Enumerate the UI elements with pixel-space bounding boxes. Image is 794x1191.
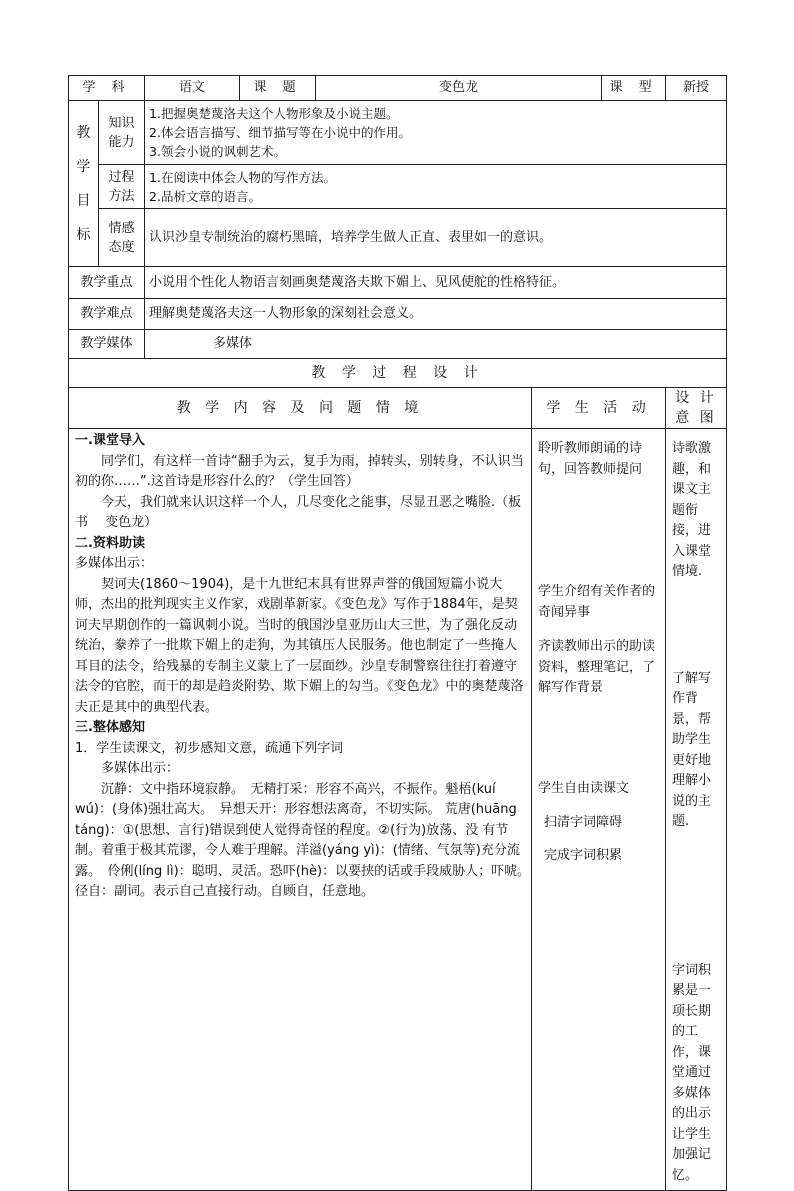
- process-design-title: 教 学 过 程 设 计: [69, 359, 727, 388]
- section-2-intro: 多媒体出示：: [75, 556, 154, 571]
- intent-1: 诗歌激趣，和课文主题衔接，进入课堂情境.: [672, 441, 712, 579]
- lesson-plan-table: [68, 75, 727, 1191]
- section-1-paragraph-2: 今天，我们就来认识这样一个人，几尽变化之能事，尽显丑恶之嘴脸.（板书 变色龙）: [75, 494, 522, 530]
- activity-cell: [532, 429, 666, 1191]
- objective-emotion-row: [69, 209, 727, 267]
- key-point-text: 小说用个性化人物语言刻画奥楚蔑洛夫欺下媚上、见风使舵的性格特征。: [145, 267, 727, 299]
- subject-label: 学 科: [69, 76, 145, 101]
- intent-cell: [666, 429, 727, 1191]
- topic-value: 变色龙: [316, 76, 602, 101]
- section-3-item: 1．学生读课文，初步感知文意，疏通下列字词: [75, 740, 344, 756]
- topic-label: 课 题: [240, 76, 316, 101]
- activity-4: 学生自由读课文: [538, 780, 630, 796]
- header-row: [69, 76, 727, 101]
- process-title-row: [69, 359, 727, 388]
- knowledge-label: 知识 能力: [99, 101, 145, 165]
- difficult-point-text: 理解奥楚蔑洛夫这一人物形象的深刻社会意义。: [145, 299, 727, 330]
- process-column-header-row: [69, 388, 727, 429]
- key-point-label: 教学重点: [69, 267, 145, 299]
- media-row: [69, 330, 727, 359]
- media-text: 多媒体: [145, 330, 727, 359]
- section-2-title: 二.资料助读: [75, 535, 145, 551]
- section-1-paragraph-1: 同学们，有这样一首诗“翻手为云，复手为雨，掉转头，别转身，不认识当初的你……”.这首诗是形容什么的？（学生回答）: [75, 453, 524, 489]
- objective-knowledge-row: [69, 101, 727, 165]
- lesson-plan-sheet: [68, 75, 726, 1191]
- activity-6: 完成字词积累: [544, 847, 623, 863]
- column-header-content: 教 学 内 容 及 问 题 情 境: [69, 388, 532, 429]
- process-content: 1.在阅读中体会人物的写作方法。 2.品析文章的语言。: [145, 165, 727, 209]
- intent-2: 了解写作背景，帮助学生更好地理解小说的主题.: [672, 670, 712, 829]
- objectives-group-label: 教 学 目 标: [69, 101, 99, 267]
- emotion-label: 情感 态度: [99, 209, 145, 267]
- section-3-words: 沉静：文中指环境寂静。 无精打采：形容不高兴，不振作。魁梧(kuí wú)：(身体)强壮高大。 异想天开：形容想法离奇，不切实际。 荒唐(huāng táng)：①(思想、言行)错误到使人觉得奇怪的程度。②(行为)放荡、没 有节制。着重于极其荒谬，令人难于理解。洋溢(yáng yì)：(情绪、气氛等)充分流露。 伶俐(líng lì)：聪明、灵活。恐吓(hè)：以要挟的话或手段威胁人；吓唬。 径自：副词。表示自己直接行动。自顾自，任意地。: [75, 781, 537, 899]
- section-1-title: 一.课堂导入: [75, 433, 145, 448]
- objective-process-row: [69, 165, 727, 209]
- column-header-intent: 设 计 意 图: [666, 388, 727, 429]
- type-label: 课 型: [602, 76, 666, 101]
- process-label: 过程 方法: [99, 165, 145, 209]
- key-point-row: [69, 267, 727, 299]
- section-2-paragraph: 契诃夫(1860～1904)，是十九世纪末具有世界声誉的俄国短篇小说大师，杰出的批判现实主义作家，戏剧革新家。《变色龙》写作于1884年，是契诃夫早期创作的一篇讽刺小说。当时的俄国沙皇亚历山大三世，为了强化反动统治，豢养了一批欺下媚上的走狗，为其镇压人民服务。他也制定了一些掩人耳目的法令，给残暴的专制主义蒙上了一层面纱。沙皇专制警察往往打着遵守法令的官腔，而干的却是趋炎附势、欺下媚上的勾当。《变色龙》中的奥楚蔑洛夫正是其中的典型代表。: [75, 576, 524, 715]
- activity-3: 齐读教师出示的助读资料，整理笔记，了解写作背景: [538, 639, 656, 695]
- process-body-row: [69, 429, 727, 1191]
- media-label: 教学媒体: [69, 330, 145, 359]
- subject-value: 语文: [145, 76, 240, 101]
- knowledge-content: 1.把握奥楚蔑洛夫这个人物形象及小说主题。 2.体会语言描写、细节描写等在小说中的作用。 3.领会小说的讽刺艺术。: [145, 101, 727, 165]
- activity-2: 学生介绍有关作者的奇闻异事: [538, 584, 656, 620]
- section-3-intro: 多媒体出示：: [101, 761, 180, 776]
- type-value: 新授: [666, 76, 727, 101]
- activity-5: 扫清字词障碍: [544, 815, 623, 830]
- difficult-point-row: [69, 299, 727, 330]
- emotion-content: 认识沙皇专制统治的腐朽黑暗，培养学生做人正直、表里如一的意识。: [145, 209, 727, 267]
- activity-1: 聆听教师朗诵的诗句，回答教师提问: [538, 441, 643, 477]
- column-header-activity: 学 生 活 动: [532, 388, 666, 429]
- difficult-point-label: 教学难点: [69, 299, 145, 330]
- intent-3: 字词积累是一项长期的工作，课堂通过多媒体的出示让学生加强记忆。: [672, 962, 712, 1183]
- section-3-title: 三.整体感知: [75, 720, 145, 735]
- content-cell: [69, 429, 537, 1191]
